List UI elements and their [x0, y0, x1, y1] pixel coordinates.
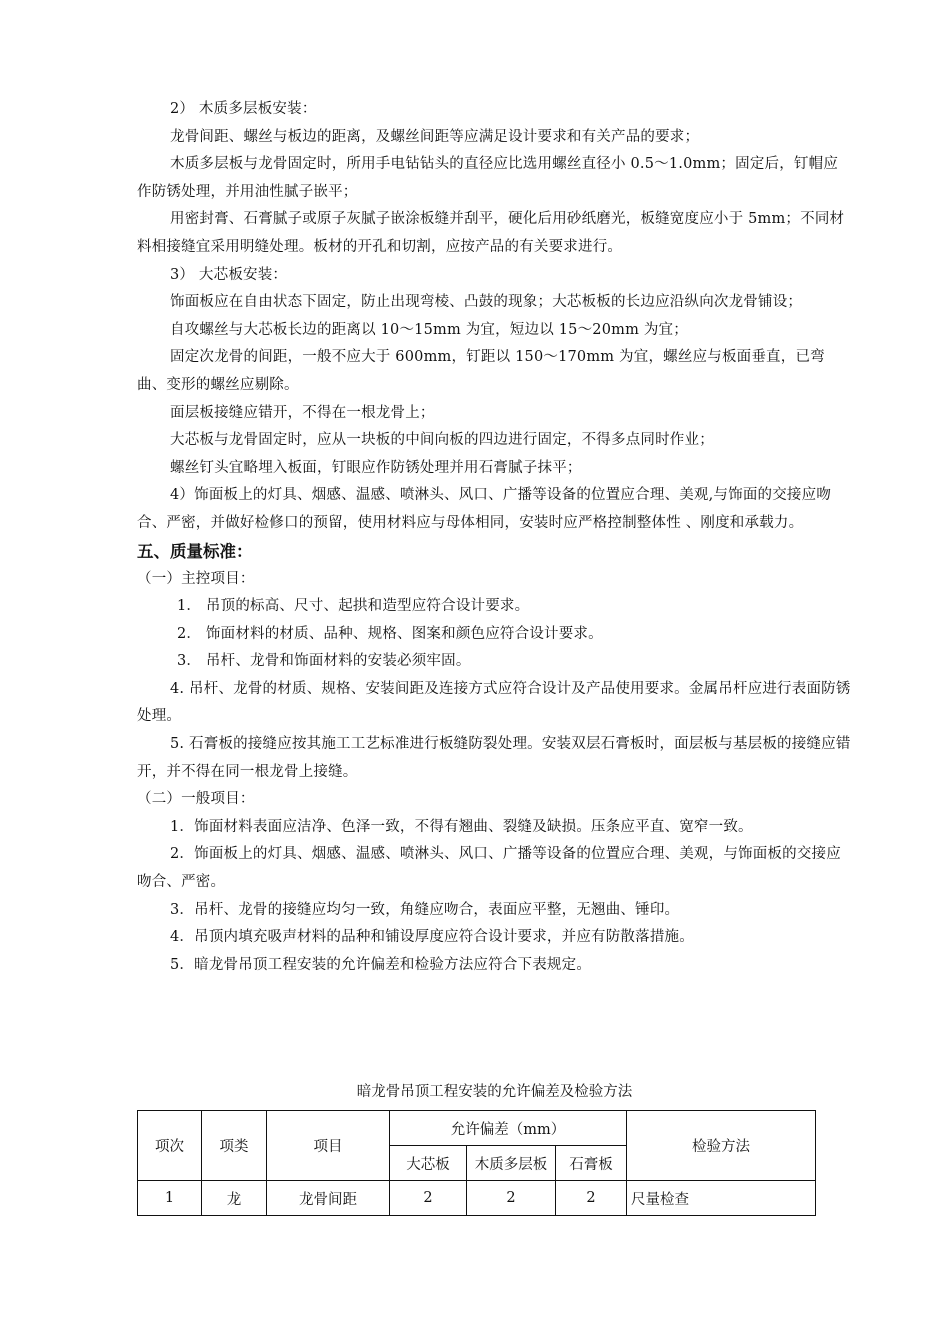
general-item: 4．吊顶内填充吸声材料的品种和铺设厚度应符合设计要求，并应有防散落措施。	[170, 929, 694, 946]
table-caption: 暗龙骨吊顶工程安装的允许偏差及检验方法	[356, 1084, 633, 1100]
cell-value: 2	[390, 1181, 467, 1216]
cell-value: 2	[556, 1181, 627, 1216]
general-item: 2．饰面板上的灯具、烟感、温感、喷淋头、风口、广播等设备的位置应合理、美观，与饰面板的交接应吻合、严密。	[137, 846, 841, 891]
general-item: 5．暗龙骨吊顶工程安装的允许偏差和检验方法应符合下表规定。	[170, 956, 592, 973]
paragraph: 饰面板应在自由状态下固定，防止出现弯棱、凸鼓的现象；大芯板板的长边应沿纵向次龙骨铺设；	[170, 294, 803, 311]
cell-item: 龙骨间距	[267, 1181, 390, 1216]
main-item: 3． 吊杆、龙骨和饰面材料的安装必须牢固。	[177, 653, 471, 670]
paragraph: 大芯板与龙骨固定时，应从一块板的中间向板的四边进行固定，不得多点同时作业；	[170, 432, 714, 449]
header-category: 项类	[202, 1111, 267, 1181]
main-item: 4. 吊杆、龙骨的材质、规格、安装间距及连接方式应符合设计及产品使用要求。金属吊杆应进行表面防锈处理。	[137, 680, 851, 725]
paragraph: 面层板接缝应错开，不得在一根龙骨上；	[170, 404, 435, 421]
cell-value: 2	[467, 1181, 556, 1216]
paragraph: 木质多层板与龙骨固定时，所用手电钻钻头的直径应比选用螺丝直径小 0.5～1.0mm；固定后，钉帽应作防锈处理，并用油性腻子嵌平；	[137, 156, 839, 200]
header-sub-sgb: 石膏板	[556, 1146, 627, 1181]
main-item: 2． 饰面材料的材质、品种、规格、图案和颜色应符合设计要求。	[177, 625, 603, 642]
tolerance-table	[137, 1110, 816, 1216]
paragraph: 自攻螺丝与大芯板长边的距离以 10～15mm 为宜，短边以 15～20mm 为宜；	[170, 321, 688, 338]
paragraph: 龙骨间距、螺丝与板边的距离，及螺丝间距等应满足设计要求和有关产品的要求；	[170, 128, 700, 145]
section-heading: 五、质量标准：	[137, 541, 253, 561]
cell-index: 1	[138, 1181, 202, 1216]
table-header-row	[138, 1111, 816, 1146]
header-tolerance: 允许偏差（mm）	[390, 1111, 627, 1146]
cell-category: 龙	[202, 1181, 267, 1216]
main-item: 1． 吊顶的标高、尺寸、起拱和造型应符合设计要求。	[177, 598, 530, 615]
header-sub-dxb: 大芯板	[390, 1146, 467, 1181]
document-body	[137, 96, 852, 979]
paragraph: 用密封膏、石膏腻子或原子灰腻子嵌涂板缝并刮平，硬化后用砂纸磨光，板缝宽度应小于 5mm；不同材料相接缝宜采用明缝处理。板材的开孔和切割，应按产品的有关要求进行。	[137, 211, 845, 255]
header-method: 检验方法	[627, 1111, 816, 1181]
paragraph: 固定次龙骨的间距，一般不应大于 600mm，钉距以 150～170mm 为宜，螺丝应与板面垂直，已弯曲、变形的螺丝应剔除。	[137, 349, 825, 393]
main-item: 5. 石膏板的接缝应按其施工工艺标准进行板缝防裂处理。安装双层石膏板时，面层板与基层板的接缝应错开，并不得在同一根龙骨上接缝。	[137, 736, 851, 780]
cell-method: 尺量检查	[627, 1181, 816, 1216]
header-index: 项次	[138, 1111, 202, 1181]
general-items-title: （二）一般项目：	[137, 791, 255, 808]
general-item: 3．吊杆、龙骨的接缝应均匀一致，角缝应吻合，表面应平整，无翘曲、锤印。	[170, 901, 680, 918]
header-item: 项目	[267, 1111, 390, 1181]
header-sub-mzdcb: 木质多层板	[467, 1146, 556, 1181]
general-item: 1．饰面材料表面应洁净、色泽一致，不得有翘曲、裂缝及缺损。压条应平直、宽窄一致。	[170, 818, 753, 835]
paragraph: 4）饰面板上的灯具、烟感、温感、喷淋头、风口、广播等设备的位置应合理、美观,与饰面的交接应吻合、严密，并做好检修口的预留，使用材料应与母体相同，安装时应严格控制整体性 、刚度和承载力。	[137, 487, 832, 531]
table-row	[138, 1181, 816, 1216]
paragraph-subheading: 2） 木质多层板安装：	[170, 101, 317, 117]
paragraph-subheading: 3） 大芯板安装：	[170, 266, 288, 283]
paragraph: 螺丝钉头宜略埋入板面，钉眼应作防锈处理并用石膏腻子抹平；	[170, 459, 582, 476]
main-items-title: （一）主控项目：	[137, 570, 255, 587]
